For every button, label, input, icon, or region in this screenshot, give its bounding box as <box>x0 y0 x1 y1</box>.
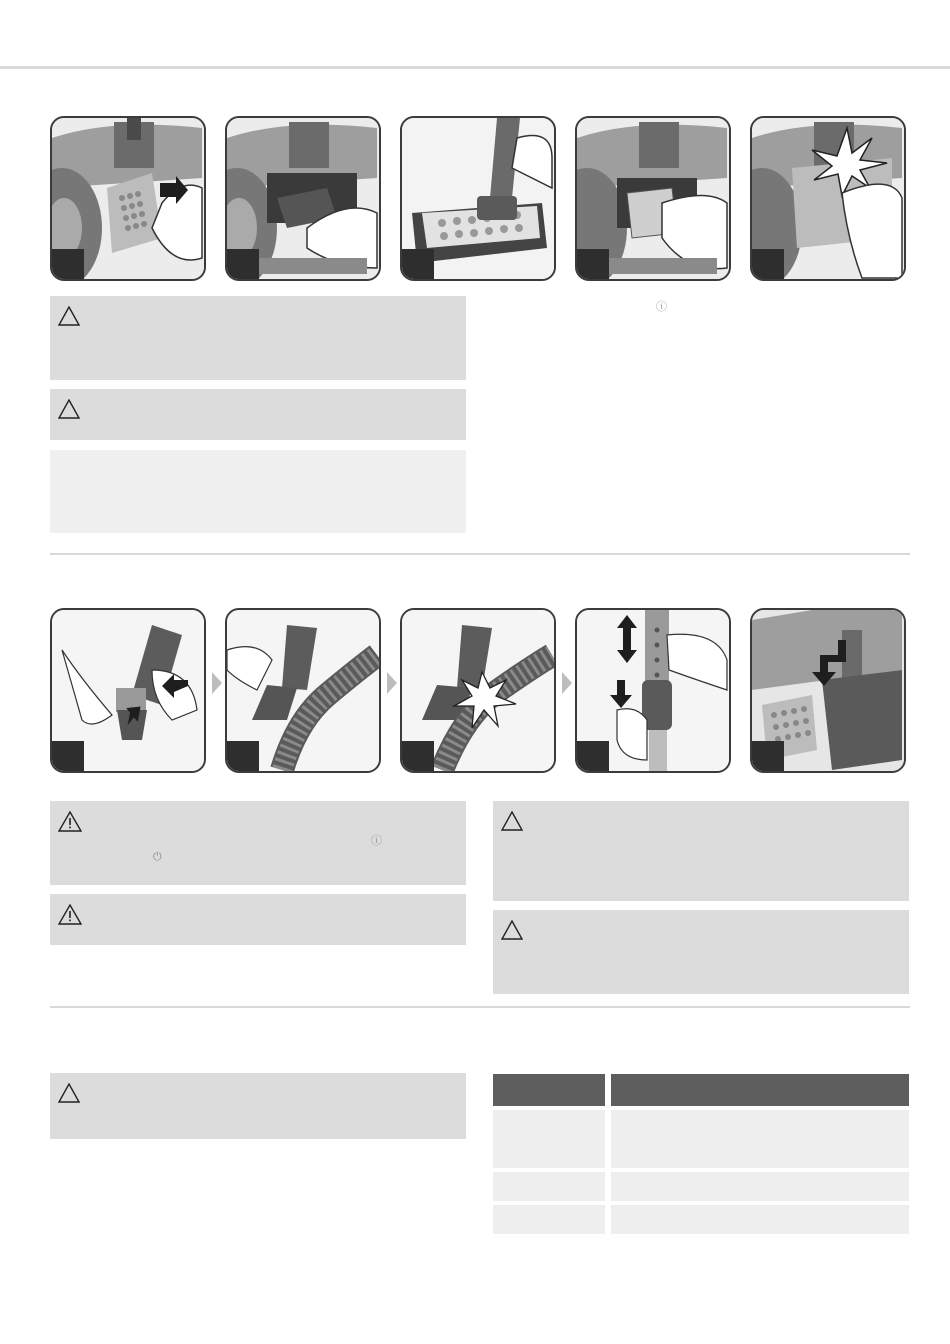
step-panel-9 <box>575 608 731 773</box>
warning-exclamation-icon <box>58 811 82 832</box>
table-row <box>493 1205 909 1234</box>
step-number-badge <box>577 741 609 771</box>
troubleshooting-table <box>493 1070 909 1238</box>
section-divider <box>50 1006 910 1008</box>
step-panel-5 <box>750 116 906 281</box>
step-number-badge <box>752 249 784 279</box>
power-symbol-icon: ⏻ <box>153 851 162 863</box>
table-header-cell <box>611 1074 909 1106</box>
warning-box-1 <box>50 296 466 380</box>
warning-box-4 <box>50 894 466 945</box>
step-number-badge <box>402 741 434 771</box>
chevron-right-icon <box>212 672 222 694</box>
warning-triangle-icon <box>58 399 80 419</box>
table-cell <box>493 1110 605 1168</box>
info-symbol-icon: ⓘ <box>371 835 382 847</box>
step-number-badge <box>752 741 784 771</box>
section-divider <box>50 553 910 555</box>
top-rule <box>0 66 950 69</box>
step-panel-7 <box>225 608 381 773</box>
chevron-right-icon <box>387 672 397 694</box>
table-cell <box>611 1172 909 1201</box>
warning-box-5 <box>493 801 909 901</box>
step-number-badge <box>52 249 84 279</box>
warning-triangle-icon <box>58 1083 80 1103</box>
chevron-right-icon <box>562 672 572 694</box>
table-row <box>493 1172 909 1201</box>
step-panel-3 <box>400 116 556 281</box>
warning-box-2 <box>50 389 466 440</box>
step-panel-8 <box>400 608 556 773</box>
step-panel-10 <box>750 608 906 773</box>
step-panel-1 <box>50 116 206 281</box>
warning-triangle-icon <box>501 811 523 831</box>
info-symbol-icon: ⓘ <box>656 301 667 313</box>
step-number-badge <box>227 741 259 771</box>
warning-box-6 <box>493 910 909 994</box>
table-cell <box>493 1205 605 1234</box>
warning-triangle-icon <box>501 920 523 940</box>
table-row <box>493 1110 909 1168</box>
table-cell <box>611 1110 909 1168</box>
warning-exclamation-icon <box>58 904 82 925</box>
warning-box-3 <box>50 801 466 885</box>
step-number-badge <box>52 741 84 771</box>
table-header-cell <box>493 1074 605 1106</box>
step-panel-2 <box>225 116 381 281</box>
note-box <box>50 450 466 533</box>
table-cell <box>493 1172 605 1201</box>
table-header-row <box>493 1074 909 1106</box>
table-cell <box>611 1205 909 1234</box>
warning-triangle-icon <box>58 306 80 326</box>
step-number-badge <box>402 249 434 279</box>
step-number-badge <box>227 249 259 279</box>
warning-box-7 <box>50 1073 466 1139</box>
step-panel-6 <box>50 608 206 773</box>
step-panel-4 <box>575 116 731 281</box>
step-number-badge <box>577 249 609 279</box>
